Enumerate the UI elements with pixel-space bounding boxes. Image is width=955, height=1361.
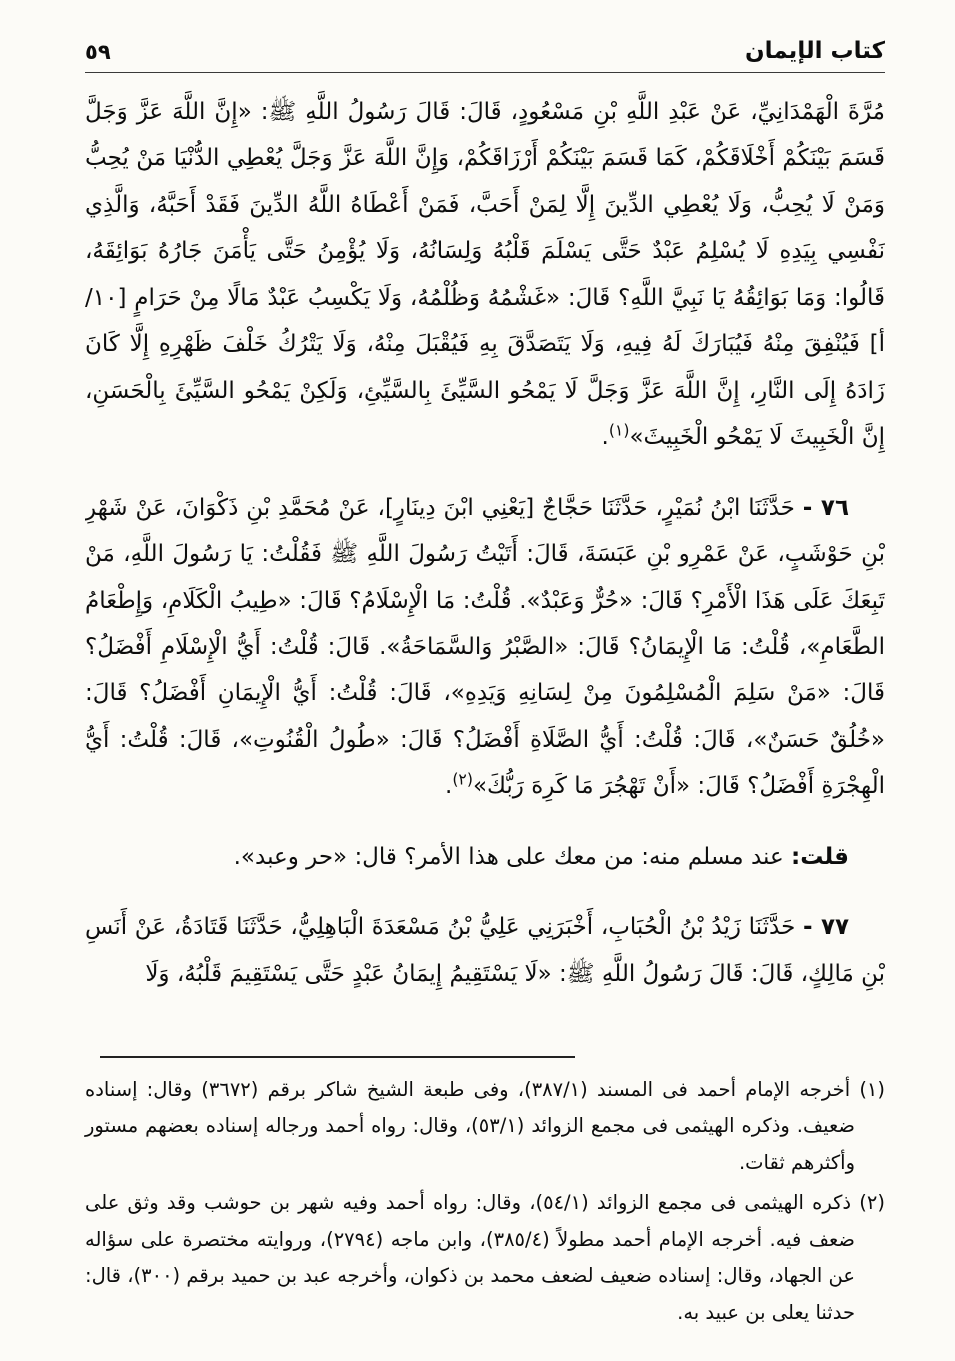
footnote-2-number: (٢): [859, 1191, 885, 1215]
footnote-ref-2: (٢): [452, 769, 473, 789]
footnote-2-text: ذكره الهيثمى فى مجمع الزوائد (٥٤/١)، وقال: رواه أحمد وفيه شهر بن حوشب وقد وثق على ضعف فيه. أخرجه الإمام أحمد مطولاً (٣٨٥/٤)، وابن ماجه (٢٧٩٤)، وروايته مختصرة على سؤاله عن الجهاد، وقال: إسناده ضعيف لضعف محمد بن ذكوان، وأخرجه عبد بن حميد برقم (٣٠٠)، قال: حدثنا يعلى بن عبيد به.: [85, 1191, 855, 1324]
hadith-text: حَدَّثَنَا ابْنُ نُمَيْرٍ، حَدَّثَنَا حَجَّاجٌ [يَعْنِي ابْنَ دِينَارٍ]، عَنْ مُحَمَّدِ بْنِ ذَكْوَانَ، عَنْ شَهْرِ بْنِ حَوْشَبٍ، عَنْ عَمْرِو بْنِ عَبَسَةَ، قَالَ: أَتَيْتُ رَسُولَ اللَّهِ ﷺ فَقُلْتُ: يَا رَسُولَ اللَّهِ، مَنْ تَبِعَكَ عَلَى هَذَا الْأَمْرِ؟ قَالَ: «حُرٌّ وَعَبْدٌ». قُلْتُ: مَا الْإِسْلَامُ؟ قَالَ: «طِيبُ الْكَلَامِ، وَإِطْعَامُ الطَّعَامِ»، قُلْتُ: مَا الْإِيمَانُ؟ قَالَ: «الصَّبْرُ وَالسَّمَاحَةُ». قَالَ: قُلْتُ: أَيُّ الْإِسْلَامِ أَفْضَلُ؟ قَالَ: «مَنْ سَلِمَ الْمُسْلِمُونَ مِنْ لِسَانِهِ وَيَدِهِ»، قَالَ: قُلْتُ: أَيُّ الْإِيمَانِ أَفْضَلُ؟ قَالَ: «خُلُقٌ حَسَنٌ»، قَالَ: قُلْتُ: أَيُّ الصَّلَاةِ أَفْضَلُ؟ قَالَ: «طُولُ الْقُنُوتِ»، قَالَ: قُلْتُ: أَيُّ الْهِجْرَةِ أَفْضَلُ؟ قَالَ: «أَنْ تَهْجُرَ مَا كَرِهَ رَبُّكَ»: [85, 494, 885, 800]
sentence-end: .: [445, 773, 453, 800]
sentence-end: .: [601, 424, 609, 451]
header-rule: [85, 72, 885, 73]
footnote-1-text: أخرجه الإمام أحمد فى المسند (٣٨٧/١)، وفى طبعة الشيخ شاكر برقم (٣٦٧٢) وقال: إسناده ضعيف. وذكره الهيثمى فى مجمع الزوائد (٥٣/١)، وقال: رواه أحمد ورجاله إسناده بعضهم مستور وأكثرهم ثقات.: [85, 1077, 855, 1174]
hadith-text: حَدَّثَنَا زَيْدُ بْنُ الْحُبَابِ، أَخْبَرَنِي عَلِيُّ بْنُ مَسْعَدَةَ الْبَاهِلِيُّ، حَدَّثَنَا قَتَادَةُ، عَنْ أَنَسِ بْنِ مَالِكٍ، قَالَ: قَالَ رَسُولُ اللَّهِ ﷺ: «لَا يَسْتَقِيمُ إِيمَانُ عَبْدٍ حَتَّى يَسْتَقِيمَ قَلْبُهُ، وَلَا: [85, 914, 885, 987]
page-footer: [85, 1056, 885, 1335]
page-number: ٥٩: [85, 40, 111, 64]
hadith-76-paragraph: [85, 485, 885, 810]
page-body: [85, 89, 885, 1056]
chapter-title: كتاب الإيمان: [745, 38, 885, 64]
footnote-ref-1: (١): [608, 420, 630, 440]
hadith-text: مُرَّةَ الْهَمْدَانِيِّ، عَنْ عَبْدِ اللَّهِ بْنِ مَسْعُودٍ، قَالَ: قَالَ رَسُولُ اللَّهِ ﷺ: «إِنَّ اللَّهَ عَزَّ وَجَلَّ قَسَمَ بَيْنَكُمْ أَخْلَاقَكُمْ، كَمَا قَسَمَ بَيْنَكُمْ أَرْزَاقَكُمْ، وَإِنَّ اللَّهَ عَزَّ وَجَلَّ يُعْطِي الدُّنْيَا مَنْ يُحِبُّ وَمَنْ لَا يُحِبُّ، وَلَا يُعْطِي الدِّينَ إِلَّا لِمَنْ أَحَبَّ، فَمَنْ أَعْطَاهُ اللَّهُ الدِّينَ فَقَدْ أَحَبَّهُ، وَالَّذِي نَفْسِي بِيَدِهِ لَا يُسْلِمُ عَبْدٌ حَتَّى يَسْلَمَ قَلْبُهُ وَلِسَانُهُ، وَلَا يُؤْمِنُ حَتَّى يَأْمَنَ جَارُهُ بَوَائِقَهُ، قَالُوا: وَمَا بَوَائِقُهُ يَا نَبِيَّ اللَّهِ؟ قَالَ: «غَشْمُهُ وَظُلْمُهُ، وَلَا يَكْسِبُ عَبْدٌ مَالًا مِنْ حَرَامٍ [١٠/أ] فَيُنْفِقَ مِنْهُ فَيُبَارَكَ لَهُ فِيهِ، وَلَا يَتَصَدَّقَ بِهِ فَيُقْبَلَ مِنْهُ، وَلَا يَتْرُكُ خَلْفَ ظَهْرِهِ إِلَّا كَانَ زَادَهُ إِلَى النَّارِ، إِنَّ اللَّهَ عَزَّ وَجَلَّ لَا يَمْحُو السَّيِّئَ بِالسَّيِّئِ، وَلَكِنْ يَمْحُو السَّيِّئَ بِالْحَسَنِ، إِنَّ الْخَبِيثَ لَا يَمْحُو الْخَبِيثَ»: [85, 99, 885, 451]
page-header: [85, 38, 885, 72]
editor-note-paragraph: [85, 834, 885, 880]
hadith-77-paragraph: [85, 904, 885, 997]
editor-note-text: عند مسلم منه: من معك على هذا الأمر؟ قال: «حر وعبد».: [233, 843, 784, 870]
footnote-1: [85, 1072, 885, 1181]
editor-note-lead: قلت:: [791, 843, 849, 870]
footnote-1-number: (١): [859, 1077, 886, 1101]
hadith-75-continuation-paragraph: [85, 89, 885, 461]
hadith-number-76: ٧٦ -: [802, 494, 849, 521]
footnotes-block: [85, 1072, 885, 1331]
footnote-separator: [100, 1056, 575, 1058]
hadith-number-77: ٧٧ -: [803, 914, 850, 941]
footnote-2: [85, 1185, 885, 1331]
